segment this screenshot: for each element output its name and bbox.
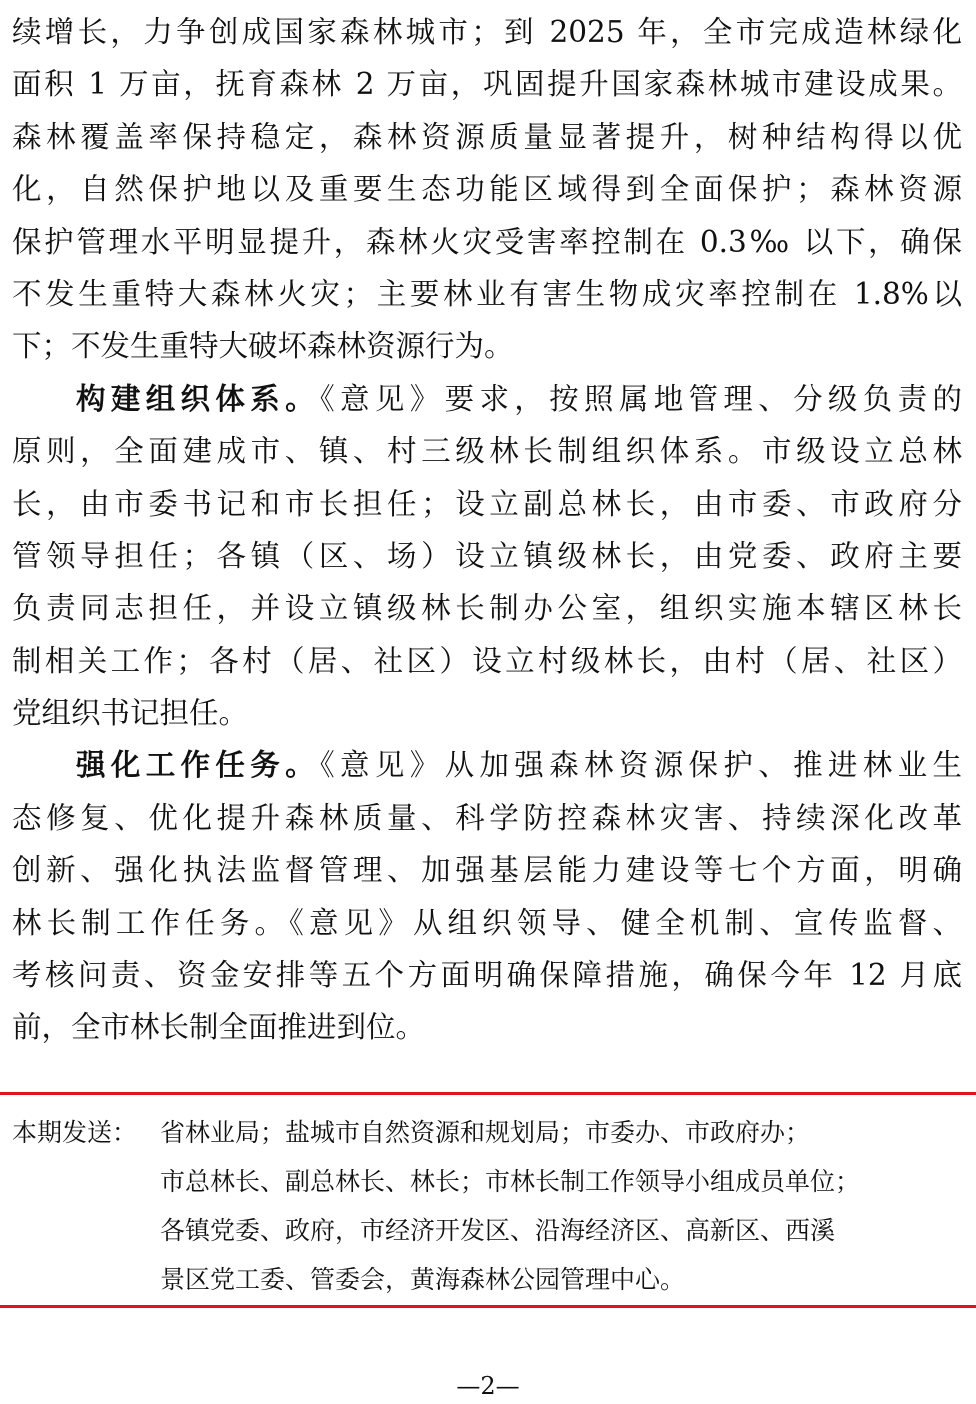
- paragraph-heading: 强化工作任务。: [76, 748, 320, 783]
- text-line: 党组织书记担任。: [12, 696, 249, 731]
- document-body: [12, 6, 962, 1054]
- page-number: —2—: [456, 1372, 520, 1400]
- paragraph-first-line: [12, 739, 962, 791]
- text-line: 不发生重特大森林火灾；主要林业有害生物成灾率控制在 1.8%以: [12, 276, 962, 311]
- distribution-line: 景区党工委、管委会，黄海森林公园管理中心。: [160, 1265, 686, 1294]
- text-line: 续增长，力争创成国家森林城市；到 2025 年，全市完成造林绿化: [12, 15, 962, 49]
- text-line: 下；不发生重特大破坏森林资源行为。: [12, 329, 514, 364]
- text-line: 化，自然保护地以及重要生态功能区域得到全面保护；森林资源: [12, 172, 962, 207]
- text-line: 保护管理水平明显提升，森林火灾受害率控制在 0.3‰ 以下，确保: [12, 224, 962, 259]
- distribution-label: 本期发送：: [12, 1118, 138, 1147]
- paragraph-targets: [12, 6, 962, 373]
- text-run: 《意见》从加强森林资源保护、推进林业生: [319, 748, 962, 783]
- distribution-line: 省林业局；盐城市自然资源和规划局；市委办、市政府办；: [160, 1118, 811, 1147]
- text-line: 长，由市委书记和市长担任；设立副总林长，由市委、市政府分: [12, 486, 962, 521]
- distribution-line: 各镇党委、政府，市经济开发区、沿海经济区、高新区、西溪: [160, 1216, 836, 1245]
- text-line: 前，全市林长制全面推进到位。: [12, 1010, 426, 1045]
- text-run: 《意见》要求，按照属地管理、分级负责的: [319, 381, 962, 416]
- distribution-row: [12, 1157, 962, 1206]
- text-line: 原则，全面建成市、镇、村三级林长制组织体系。市级设立总林: [12, 434, 962, 469]
- paragraph-heading: 构建组织体系。: [76, 381, 320, 416]
- bottom-red-rule: [0, 1305, 976, 1308]
- distribution-row: [12, 1206, 962, 1255]
- text-line: 面积 1 万亩，抚育森林 2 万亩，巩固提升国家森林城市建设成果。: [12, 67, 962, 102]
- text-line: 考核问责、资金安排等五个方面明确保障措施，确保今年 12 月底: [12, 958, 962, 993]
- distribution-list: [12, 1108, 962, 1304]
- distribution-row: [12, 1108, 962, 1157]
- text-line: 制相关工作；各村（居、社区）设立村级林长，由村（居、社区）: [12, 643, 962, 678]
- paragraph-organization: [12, 373, 962, 740]
- top-red-rule: [0, 1092, 976, 1095]
- distribution-row: [12, 1255, 962, 1304]
- text-line: 森林覆盖率保持稳定，森林资源质量显著提升，树种结构得以优: [12, 119, 962, 154]
- text-line: 管领导担任；各镇（区、场）设立镇级林长，由党委、政府主要: [12, 538, 962, 573]
- paragraph-tasks: [12, 739, 962, 1053]
- text-line: 创新、强化执法监督管理、加强基层能力建设等七个方面，明确: [12, 853, 962, 888]
- text-line: 林长制工作任务。《意见》从组织领导、健全机制、宣传监督、: [12, 905, 962, 940]
- text-line: 态修复、优化提升森林质量、科学防控森林灾害、持续深化改革: [12, 800, 962, 835]
- paragraph-first-line: [12, 373, 962, 425]
- text-line: 负责同志担任，并设立镇级林长制办公室，组织实施本辖区林长: [12, 591, 962, 626]
- distribution-line: 市总林长、副总林长、林长；市林长制工作领导小组成员单位；: [160, 1167, 861, 1196]
